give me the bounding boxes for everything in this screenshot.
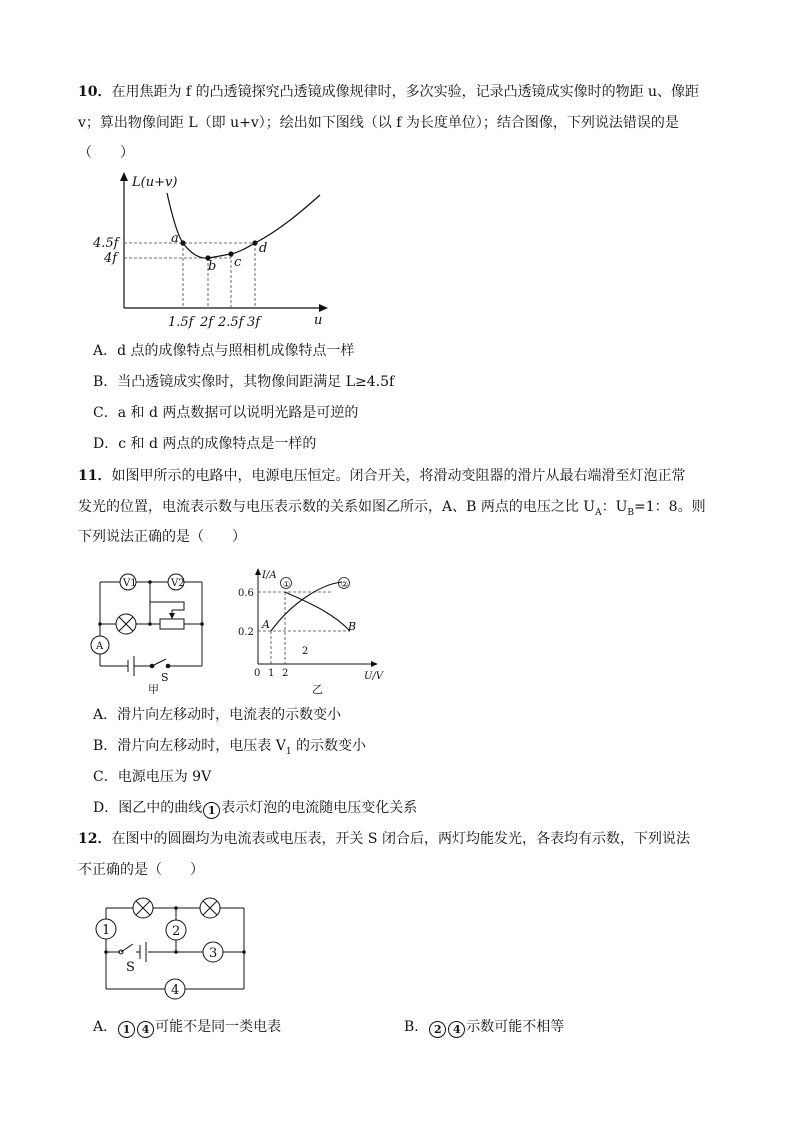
q12-line1 — [78, 829, 690, 849]
q12-option-a-circled-4: 4 — [137, 1021, 154, 1038]
q10-point-a — [180, 240, 185, 245]
q11-caption-jia: 甲 — [148, 683, 159, 694]
q11-mid-label: 2 — [302, 646, 309, 657]
q11-text2c: =1：8。则 — [634, 499, 706, 515]
q11-v1-label: V1 — [123, 578, 137, 589]
q10-ylabel: L(u+v) — [132, 175, 178, 190]
q12-option-b — [404, 1017, 564, 1038]
q11-xtick-0: 0 — [254, 668, 261, 679]
q11-option-b-text2: 的示数变小 — [291, 738, 367, 754]
q11-v2-label: V2 — [171, 578, 185, 589]
q10-line3: （ ） — [78, 145, 134, 161]
q10-point-d — [252, 240, 257, 245]
q12-option-b-circled-2: 2 — [429, 1021, 446, 1038]
q12-meter-4: 4 — [171, 983, 180, 998]
q10-number: 10． — [78, 84, 112, 100]
q11-line3: 下列说法正确的是（ ） — [78, 529, 246, 545]
q10-option-d: D．c 和 d 两点的成像特点是一样的 — [93, 436, 317, 452]
q12-switch-label: S — [126, 960, 135, 975]
q11-option-d — [93, 798, 417, 819]
q11-ytick-02: 0.2 — [238, 627, 254, 638]
q11-ytick-06: 0.6 — [238, 588, 254, 599]
q11-xtick-1: 1 — [268, 668, 275, 679]
q10-point-c — [228, 251, 233, 256]
q11-sub-b: B — [627, 507, 635, 518]
q10-text1: 在用焦距为 f 的凸透镜探究凸透镜成像规律时，多次实验，记录凸透镜成实像时的物距 u、像距 — [111, 84, 700, 100]
q11-line1 — [78, 466, 685, 486]
q10-label-c: c — [234, 255, 242, 270]
q11-text1: 如图甲所示的电路中，电源电压恒定。闭合开关，将滑动变阻器的滑片从最右端滑至灯泡正常 — [111, 468, 686, 484]
q12-option-a — [93, 1017, 281, 1038]
q11-option-d-circled-1: 1 — [203, 802, 220, 819]
q12-circuit — [90, 894, 255, 1004]
q12-meter-1: 1 — [102, 923, 111, 938]
q12-option-b-text: 示数可能不相等 — [466, 1019, 565, 1035]
q12-line2: 不正确的是（ ） — [78, 862, 204, 878]
q12-option-b-circled-4: 4 — [448, 1021, 465, 1038]
q12-option-a-text: 可能不是同一类电表 — [155, 1019, 282, 1035]
q11-xtick-2: 2 — [282, 668, 289, 679]
q10-line1 — [78, 82, 699, 102]
q12-option-b-letter: B． — [404, 1019, 429, 1035]
q10-option-c: C．a 和 d 两点数据可以说明光路是可逆的 — [93, 405, 359, 421]
q11-xlabel: U/V — [364, 671, 384, 682]
q10-label-a: a — [171, 231, 179, 246]
q11-point-b-label: B — [348, 620, 357, 633]
q11-option-b-text1: B．滑片向左移动时，电压表 V — [93, 738, 286, 754]
q11-number: 11． — [78, 468, 112, 484]
q11-option-b — [93, 736, 366, 762]
q11-option-b-sub: 1 — [285, 746, 292, 757]
q12-option-a-circled-1: 1 — [118, 1021, 135, 1038]
q11-circuit-jia — [88, 562, 218, 694]
q10-ytick-45f: 4.5f — [93, 236, 119, 251]
q10-xtick-3f: 3f — [247, 315, 261, 330]
q12-text1: 在图中的圆圈均为电流表或电压表，开关 S 闭合后，两灯均能发光，各表均有示数，下列说法 — [111, 831, 690, 847]
q10-xtick-2f: 2f — [200, 315, 214, 330]
q11-text2b: ：U — [601, 499, 628, 515]
q11-ammeter-label: A — [96, 641, 104, 652]
q10-label-b: b — [208, 259, 217, 274]
q11-sub-a: A — [595, 507, 602, 518]
q12-option-a-letter: A． — [93, 1019, 118, 1035]
q11-graph-yi — [232, 562, 397, 697]
q10-ytick-4f: 4f — [104, 251, 118, 266]
q10-option-a: A．d 点的成像特点与照相机成像特点一样 — [93, 343, 355, 359]
q11-ylabel: I/A — [262, 570, 277, 581]
q11-text2a: 发光的位置，电流表示数与电压表示数的关系如图乙所示，A、B 两点的电压之比 U — [78, 499, 596, 515]
q11-option-d-text1: D．图乙中的曲线 — [93, 800, 203, 816]
q10-label-d: d — [259, 241, 268, 256]
q10-xtick-15f: 1.5f — [168, 315, 194, 330]
q10-option-b: B．当凸透镜成实像时，其物像间距满足 L≥4.5f — [93, 374, 395, 390]
q11-curve1-label: ① — [283, 580, 291, 589]
q12-number: 12． — [78, 831, 112, 847]
q11-option-c: C．电源电压为 9V — [93, 769, 212, 785]
q10-lens-graph — [90, 168, 340, 333]
q11-option-a: A．滑片向左移动时，电流表的示数变小 — [93, 707, 342, 723]
q10-xtick-25f: 2.5f — [218, 315, 244, 330]
q11-point-a-label: A — [262, 618, 270, 631]
q12-meter-2: 2 — [172, 924, 181, 939]
q11-line2 — [78, 497, 706, 523]
q11-switch-label: S — [161, 671, 169, 684]
q11-option-d-text2: 表示灯泡的电流随电压变化关系 — [221, 800, 418, 816]
q10-line2: v；算出物像间距 L（即 u+v）；绘出如下图线（以 f 为长度单位）；结合图像，下列说法错误的是 — [78, 115, 679, 131]
q10-xlabel: u — [314, 313, 323, 328]
q12-meter-3: 3 — [209, 946, 218, 961]
q11-caption-yi: 乙 — [312, 683, 323, 696]
q11-curve2-label: ② — [341, 580, 349, 589]
